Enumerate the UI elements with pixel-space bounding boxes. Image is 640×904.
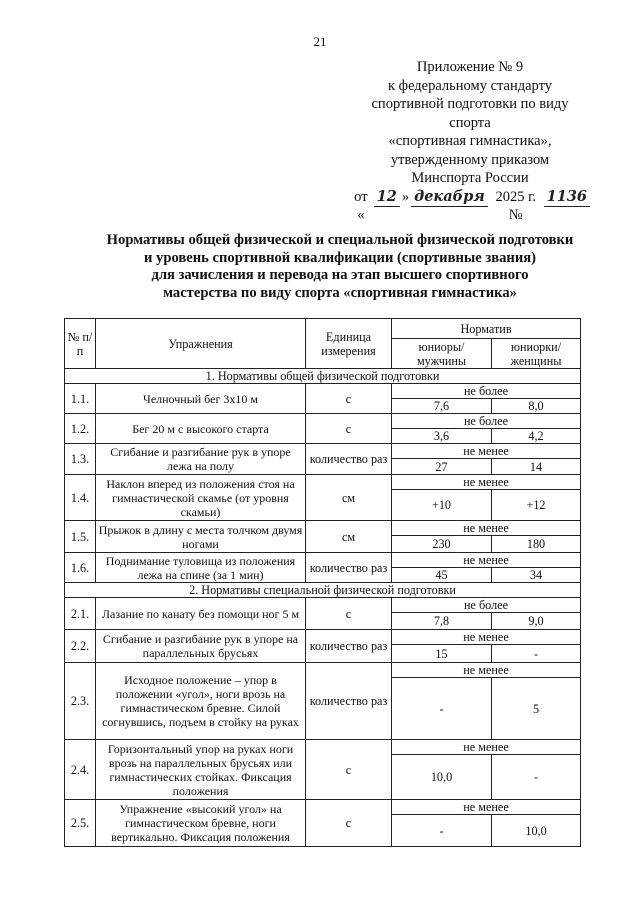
appendix-line: к федеральному стандарту — [388, 77, 552, 94]
header-juniors-f: юниорки/ женщины — [492, 339, 581, 369]
norm-condition: не более — [392, 598, 581, 613]
norm-condition: не менее — [392, 521, 581, 536]
handwritten-order-number: 1136 — [544, 188, 590, 208]
value-juniors-f: 8,0 — [492, 399, 581, 414]
unit: с — [306, 740, 392, 800]
exercise-name: Горизонтальный упор на руках ноги врозь на параллельных брусьях или гимнастических стойках. Фиксация положения — [96, 740, 306, 800]
norm-condition: не менее — [392, 663, 581, 678]
value-juniors-m: - — [392, 678, 492, 740]
exercise-name: Сгибание и разгибание рук в упоре лежа на полу — [96, 444, 306, 475]
header-exercise: Упражнения — [96, 319, 306, 369]
table-row — [65, 444, 581, 459]
table-row — [65, 598, 581, 613]
table-row — [65, 384, 581, 399]
appendix-line: спортивной подготовки по виду спорта — [371, 96, 569, 131]
value-juniors-f: - — [492, 645, 581, 663]
row-number: 2.2. — [65, 630, 96, 663]
date-day-suffix: » — [401, 188, 410, 205]
norm-condition: не менее — [392, 444, 581, 459]
value-juniors-f: 4,2 — [492, 429, 581, 444]
title-line: мастерства по виду спорта «спортивная гимнастика» — [163, 284, 517, 301]
exercise-name: Упражнение «высокий угол» на гимнастическом бревне, ноги вертикально. Фиксация положения — [96, 800, 306, 847]
table-body — [65, 369, 581, 847]
appendix-line: утвержденному приказом — [390, 151, 550, 168]
appendix-line: Минспорта России — [411, 170, 529, 186]
exercise-name: Бег 20 м с высокого старта — [96, 414, 306, 444]
norm-condition: не более — [392, 414, 581, 429]
norm-condition: не менее — [392, 630, 581, 645]
table-row — [65, 521, 581, 536]
value-juniors-f: - — [492, 755, 581, 800]
value-juniors-m: 7,8 — [392, 613, 492, 630]
exercise-name: Прыжок в длину с места толчком двумя ногами — [96, 521, 306, 553]
table-row — [65, 553, 581, 568]
value-juniors-m: 230 — [392, 536, 492, 553]
unit: количество раз — [306, 444, 392, 475]
unit: с — [306, 384, 392, 414]
document-title — [60, 232, 620, 302]
exercise-name: Исходное положение – упор в положении «угол», ноги врозь на гимнастическом бревне. Силой согнувшись, подъем в стойку на руках — [96, 663, 306, 740]
row-number: 2.1. — [65, 598, 96, 630]
unit: см — [306, 475, 392, 521]
value-juniors-m: 27 — [392, 459, 492, 475]
header-unit: Единица измерения — [306, 319, 392, 369]
table-row — [65, 630, 581, 645]
exercise-name: Сгибание и разгибание рук в упоре на параллельных брусьях — [96, 630, 306, 663]
norm-condition: не менее — [392, 475, 581, 490]
table-row — [65, 414, 581, 429]
value-juniors-f: 180 — [492, 536, 581, 553]
value-juniors-f: 14 — [492, 459, 581, 475]
title-line: и уровень спортивной квалификации (спортивные звания) — [143, 249, 536, 266]
appendix-line: «спортивная гимнастика», — [388, 133, 552, 149]
row-number: 1.2. — [65, 414, 96, 444]
row-number: 2.3. — [65, 663, 96, 740]
handwritten-month: декабря — [411, 188, 488, 208]
norm-condition: не более — [392, 384, 581, 399]
value-juniors-m: 15 — [392, 645, 492, 663]
norms-table — [64, 318, 581, 847]
title-line: Нормативы общей физической и специальной физической подготовки — [106, 232, 574, 248]
value-juniors-m: - — [392, 815, 492, 847]
date-year-text: 2025 г. № — [495, 188, 536, 223]
row-number: 2.4. — [65, 740, 96, 800]
value-juniors-f: 9,0 — [492, 613, 581, 630]
value-juniors-m: 10,0 — [392, 755, 492, 800]
table-row — [65, 740, 581, 755]
page-number: 21 — [313, 34, 327, 49]
norm-condition: не менее — [392, 800, 581, 815]
norm-condition: не менее — [392, 553, 581, 568]
row-number: 1.6. — [65, 553, 96, 583]
exercise-name: Поднимание туловища из положения лежа на спине (за 1 мин) — [96, 553, 306, 583]
unit: с — [306, 414, 392, 444]
header-juniors-m: юниоры/ мужчины — [392, 339, 492, 369]
exercise-name: Челночный бег 3х10 м — [96, 384, 306, 414]
section-heading: 1. Нормативы общей физической подготовки — [65, 369, 581, 384]
handwritten-day: 12 — [374, 188, 400, 208]
row-number: 1.3. — [65, 444, 96, 475]
value-juniors-f: +12 — [492, 490, 581, 521]
appendix-line: Приложение № 9 — [416, 59, 524, 75]
unit: количество раз — [306, 630, 392, 663]
exercise-name: Лазание по канату без помощи ног 5 м — [96, 598, 306, 630]
title-line: для зачисления и перевода на этап высшего спортивного — [151, 267, 529, 283]
value-juniors-f: 5 — [492, 678, 581, 740]
table-row — [65, 475, 581, 490]
appendix-header — [350, 58, 590, 225]
row-number: 1.4. — [65, 475, 96, 521]
order-date-line — [350, 188, 590, 225]
header-num: № п/п — [65, 319, 96, 369]
row-number: 1.1. — [65, 384, 96, 414]
table-row — [65, 663, 581, 678]
value-juniors-f: 10,0 — [492, 815, 581, 847]
value-juniors-m: +10 — [392, 490, 492, 521]
norm-condition: не менее — [392, 740, 581, 755]
unit: количество раз — [306, 663, 392, 740]
exercise-name: Наклон вперед из положения стоя на гимнастической скамье (от уровня скамьи) — [96, 475, 306, 521]
row-number: 1.5. — [65, 521, 96, 553]
date-prefix: от « — [354, 188, 368, 223]
unit: с — [306, 800, 392, 847]
value-juniors-m: 45 — [392, 568, 492, 583]
value-juniors-m: 7,6 — [392, 399, 492, 414]
value-juniors-m: 3,6 — [392, 429, 492, 444]
unit: см — [306, 521, 392, 553]
unit: количество раз — [306, 553, 392, 583]
section-heading: 2. Нормативы специальной физической подготовки — [65, 583, 581, 598]
value-juniors-f: 34 — [492, 568, 581, 583]
table-row — [65, 800, 581, 815]
unit: с — [306, 598, 392, 630]
header-norm: Норматив — [392, 319, 581, 339]
row-number: 2.5. — [65, 800, 96, 847]
